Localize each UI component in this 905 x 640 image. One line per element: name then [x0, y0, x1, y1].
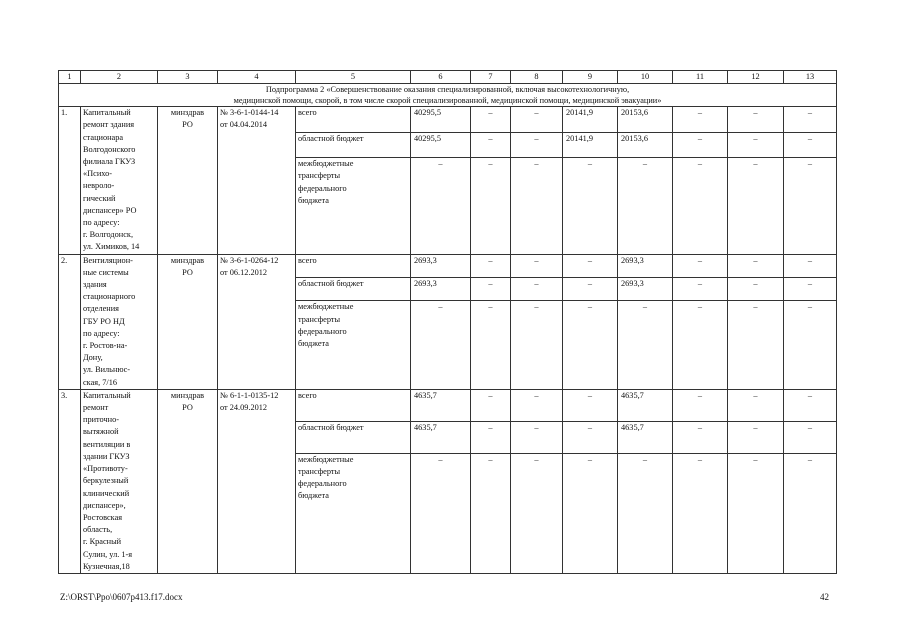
amount-cell: – — [471, 254, 511, 277]
amount-cell: – — [618, 453, 673, 573]
amount-cell: – — [728, 301, 784, 389]
col-number-cell: 3 — [158, 71, 218, 84]
amount-cell: – — [673, 107, 728, 133]
col-number-cell: 9 — [563, 71, 618, 84]
amount-cell: – — [471, 301, 511, 389]
amount-cell: 2693,3 — [411, 254, 471, 277]
object-row — [59, 389, 837, 421]
customer-name: минздрав РО — [158, 389, 218, 573]
col-number-cell: 11 — [673, 71, 728, 84]
col-number-cell: 6 — [411, 71, 471, 84]
object-name: Капитальный ремонт здания стационара Волгодонского филиала ГКУЗ «Психо- невроло- гический диспансер» РО по адресу: г. Волгодонск, ул. Химиков, 14 — [81, 107, 158, 254]
amount-cell: – — [563, 254, 618, 277]
amount-cell: – — [784, 278, 837, 301]
amount-cell: – — [511, 278, 563, 301]
amount-cell: – — [784, 421, 837, 453]
amount-cell: – — [728, 389, 784, 421]
object-name: Вентиляцион- ные системы здания стационарного отделения ГБУ РО НД по адресу: г. Ростов-на- Дону, ул. Вильнюс- ская, 7/16 — [81, 254, 158, 389]
amount-cell: – — [511, 301, 563, 389]
document-number: № 3-6-1-0144-14 от 04.04.2014 — [218, 107, 296, 254]
col-number-cell: 2 — [81, 71, 158, 84]
amount-cell: 20141,9 — [563, 107, 618, 133]
column-number-row — [59, 71, 837, 84]
amount-cell: – — [728, 158, 784, 254]
object-row — [59, 254, 837, 277]
amount-cell: – — [563, 158, 618, 254]
amount-cell: – — [618, 301, 673, 389]
col-number-cell: 12 — [728, 71, 784, 84]
funding-source-label: межбюджетные трансферты федерального бюджета — [296, 301, 411, 389]
amount-cell: – — [673, 389, 728, 421]
funding-source-label: всего — [296, 107, 411, 133]
amount-cell: – — [511, 453, 563, 573]
amount-cell: – — [728, 132, 784, 158]
amount-cell: – — [563, 453, 618, 573]
amount-cell: 4635,7 — [411, 421, 471, 453]
amount-cell: – — [784, 107, 837, 133]
subprogram-row — [59, 84, 837, 107]
amount-cell: 20141,9 — [563, 132, 618, 158]
document-number: № 6-1-1-0135-12 от 24.09.2012 — [218, 389, 296, 573]
amount-cell: – — [728, 453, 784, 573]
table-body — [59, 71, 837, 574]
object-row — [59, 107, 837, 133]
amount-cell: – — [728, 278, 784, 301]
amount-cell: – — [784, 132, 837, 158]
amount-cell: – — [471, 278, 511, 301]
amount-cell: 20153,6 — [618, 107, 673, 133]
amount-cell: – — [673, 158, 728, 254]
amount-cell: – — [618, 158, 673, 254]
col-number-cell: 4 — [218, 71, 296, 84]
col-number-cell: 7 — [471, 71, 511, 84]
funding-source-label: межбюджетные трансферты федерального бюджета — [296, 453, 411, 573]
amount-cell: – — [673, 254, 728, 277]
footer-page-number: 42 — [820, 592, 829, 602]
amount-cell: 40295,5 — [411, 107, 471, 133]
row-number: 1. — [59, 107, 81, 254]
col-number-cell: 13 — [784, 71, 837, 84]
funding-source-label: межбюджетные трансферты федерального бюджета — [296, 158, 411, 254]
amount-cell: – — [673, 132, 728, 158]
amount-cell: – — [511, 158, 563, 254]
amount-cell: – — [728, 107, 784, 133]
subprogram-title: Подпрограмма 2 «Совершенствование оказания специализированной, включая высокотехнологичную, медицинской помощи, скорой, в том числе скорой специализированной, медицинской помощи, медицинской эвакуации» — [59, 84, 837, 107]
funding-source-label: всего — [296, 389, 411, 421]
customer-name: минздрав РО — [158, 107, 218, 254]
funding-source-label: областной бюджет — [296, 278, 411, 301]
row-number: 3. — [59, 389, 81, 573]
col-number-cell: 5 — [296, 71, 411, 84]
amount-cell: – — [471, 158, 511, 254]
amount-cell: – — [563, 421, 618, 453]
amount-cell: – — [411, 453, 471, 573]
amount-cell: 2693,3 — [411, 278, 471, 301]
amount-cell: 4635,7 — [411, 389, 471, 421]
amount-cell: – — [563, 278, 618, 301]
amount-cell: 2693,3 — [618, 254, 673, 277]
amount-cell: – — [511, 254, 563, 277]
funding-source-label: всего — [296, 254, 411, 277]
amount-cell: – — [673, 453, 728, 573]
amount-cell: – — [411, 301, 471, 389]
amount-cell: – — [728, 421, 784, 453]
customer-name: минздрав РО — [158, 254, 218, 389]
amount-cell: – — [411, 158, 471, 254]
amount-cell: – — [673, 278, 728, 301]
footer-file-path: Z:\ORST\Ppo\0607p413.f17.docx — [60, 592, 183, 602]
amount-cell: – — [471, 132, 511, 158]
amount-cell: 40295,5 — [411, 132, 471, 158]
amount-cell: – — [784, 254, 837, 277]
amount-cell: 4635,7 — [618, 389, 673, 421]
investment-table — [58, 70, 837, 574]
amount-cell: – — [471, 421, 511, 453]
col-number-cell: 8 — [511, 71, 563, 84]
amount-cell: 20153,6 — [618, 132, 673, 158]
amount-cell: – — [511, 107, 563, 133]
amount-cell: – — [511, 421, 563, 453]
row-number: 2. — [59, 254, 81, 389]
amount-cell: – — [673, 301, 728, 389]
object-name: Капитальный ремонт приточно- вытяжной вентиляции в здании ГКУЗ «Противоту- беркулезный клинический диспансер», Ростовская область, г. Красный Сулин, ул. 1-я Кузнечная,18 — [81, 389, 158, 573]
amount-cell: – — [784, 158, 837, 254]
amount-cell: – — [784, 301, 837, 389]
funding-source-label: областной бюджет — [296, 421, 411, 453]
amount-cell: 4635,7 — [618, 421, 673, 453]
amount-cell: – — [563, 301, 618, 389]
amount-cell: – — [728, 254, 784, 277]
amount-cell: 2693,3 — [618, 278, 673, 301]
col-number-cell: 1 — [59, 71, 81, 84]
amount-cell: – — [511, 389, 563, 421]
amount-cell: – — [784, 453, 837, 573]
amount-cell: – — [471, 107, 511, 133]
amount-cell: – — [563, 389, 618, 421]
amount-cell: – — [471, 453, 511, 573]
funding-source-label: областной бюджет — [296, 132, 411, 158]
amount-cell: – — [471, 389, 511, 421]
col-number-cell: 10 — [618, 71, 673, 84]
amount-cell: – — [511, 132, 563, 158]
document-number: № 3-6-1-0264-12 от 06.12.2012 — [218, 254, 296, 389]
amount-cell: – — [673, 421, 728, 453]
amount-cell: – — [784, 389, 837, 421]
